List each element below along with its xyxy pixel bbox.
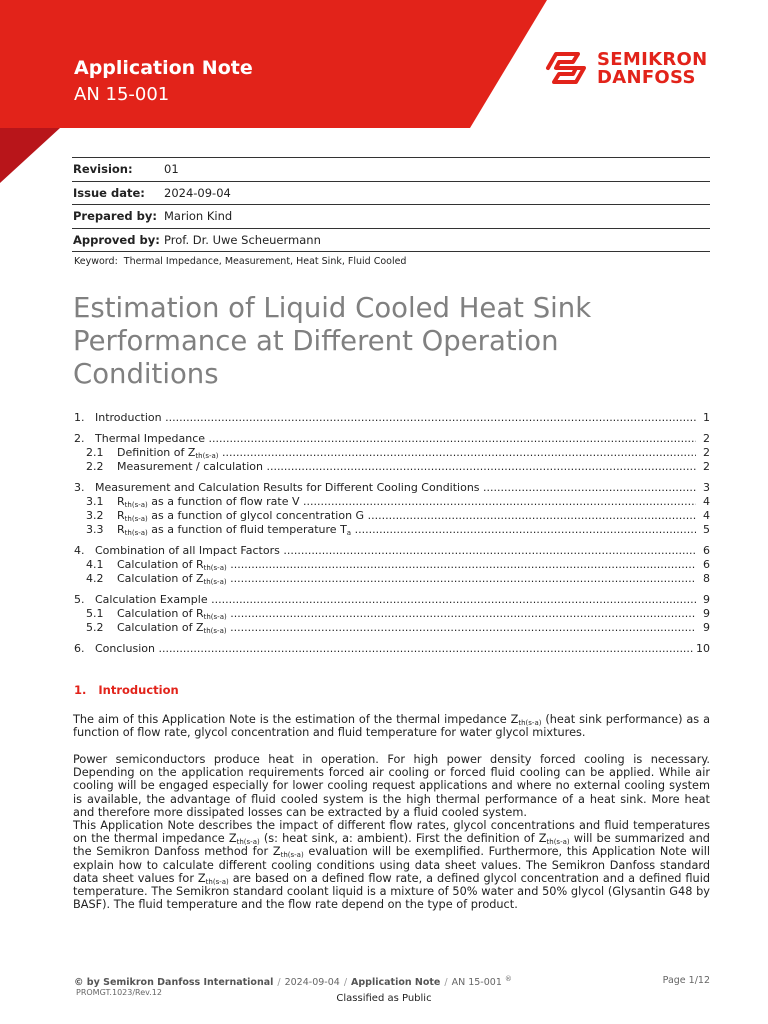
document-title: [73, 292, 693, 391]
toc-entry[interactable]: [74, 572, 710, 586]
toc-entry-number: 6.: [74, 642, 85, 655]
toc-entry[interactable]: [74, 621, 710, 635]
section-title: Introduction: [98, 683, 179, 697]
toc-entry-page: 6: [703, 544, 710, 557]
intro-paragraph-1: The aim of this Application Note is the estimation of the thermal impedance $Z_{th(s-a)}$ (heat sink performance) as a function of flow rate, glycol concentration and fluid temperature for water glycol mixtures.: [73, 713, 710, 740]
toc-entry[interactable]: [74, 642, 710, 656]
toc-entry[interactable]: [74, 446, 710, 460]
page-number: Page 1/12: [662, 975, 710, 986]
footer-date: 2024-09-04: [284, 977, 340, 989]
toc-entry-page: 9: [703, 621, 710, 634]
keyword-value: Thermal Impedance, Measurement, Heat Sink, Fluid Cooled: [123, 256, 407, 267]
form-code: PROMGT.1023/Rev.12: [76, 988, 162, 997]
toc-entry-number: 5.2: [86, 621, 104, 634]
toc-entry-title: Thermal Impedance .....: [95, 432, 696, 446]
toc-entry-page: 4: [703, 509, 710, 522]
revision-value: 01: [164, 162, 179, 176]
toc-entry[interactable]: [74, 495, 710, 509]
toc-entry[interactable]: [74, 481, 710, 495]
title-line: Estimation of Liquid Cooled Heat Sink: [73, 292, 592, 324]
doc-number: AN 15-001: [74, 84, 170, 105]
title-line: Performance at Different Operation: [73, 325, 559, 357]
toc-entry-number: 4.: [74, 544, 85, 557]
logo-text-line2: DANFOSS: [597, 67, 696, 88]
toc-entry[interactable]: [74, 607, 710, 621]
logo-text-line1: SEMIKRON: [597, 49, 708, 70]
intro-paragraphs: [73, 753, 710, 911]
prepared-by-value: Marion Kind: [164, 209, 233, 223]
intro-paragraph-3: This Application Note describes the impact of different flow rates, glycol concentrations and fluid temperatures on the thermal impedance $Z_{th(s-a)}$ (s: heat sink, a: ambient). First the definition of $Z_{th(s-a)}$ will be summarized and the Semikron Danfoss method for $Z_{th(s-a)}$ evaluation will be exemplified. Furthermore, this Application Note will explain how to calculate different cooling conditions using data sheet values. The Semikron Danfoss standard data sheet values for $Z_{th(s-a)}$ are based on a defined flow rate, a defined glycol concentration and a defined fluid temperature. The Semikron standard coolant liquid is a mixture of 50% water and 50% glycol (Glysantin G48 by BASF). The fluid temperature and the flow rate depend on the type of product.: [73, 819, 711, 912]
toc-entry-title: Calculation Example .....: [95, 593, 696, 607]
revision-row: [72, 157, 710, 181]
keyword-line: [74, 256, 406, 267]
toc-entry-title: Calculation of $Z_{th(s-a)}$ .....: [117, 621, 696, 635]
footer-company: © by Semikron Danfoss International: [74, 977, 274, 989]
company-logo: [544, 50, 714, 90]
title-line: Conditions: [73, 358, 219, 390]
toc-entry-number: 3.1: [86, 495, 104, 508]
toc-entry[interactable]: [74, 411, 710, 425]
toc-entry-title: $R_{th(s-a)}$ as a function of glycol concentration G .....: [117, 509, 696, 523]
approved-by-row: [72, 228, 710, 253]
toc-entry-page: 2: [703, 460, 710, 473]
toc-entry-title: $R_{th(s-a)}$ as a function of flow rate V .....: [117, 495, 696, 509]
toc-entry-title: $R_{th(s-a)}$ as a function of fluid temperature $T_a$ .....: [117, 523, 696, 537]
toc-entry[interactable]: [74, 593, 710, 607]
toc-entry-number: 5.: [74, 593, 85, 606]
section-heading: [74, 683, 179, 697]
toc-entry-number: 3.3: [86, 523, 104, 536]
doc-type: Application Note: [74, 57, 253, 79]
toc-entry[interactable]: [74, 544, 710, 558]
toc-entry-number: 2.1: [86, 446, 104, 459]
toc-entry[interactable]: [74, 432, 710, 446]
toc-entry-title: Measurement and Calculation Results for Different Cooling Conditions .....: [95, 481, 696, 495]
page-footer: © by Semikron Danfoss International / 2024-09-04 / Application Note / AN 15-001 ® Page 1/12: [74, 975, 710, 989]
prepared-by-row: [72, 204, 710, 228]
toc-entry-title: Combination of all Impact Factors .....: [95, 544, 696, 558]
toc-entry-number: 2.: [74, 432, 85, 445]
issue-date-value: 2024-09-04: [164, 185, 231, 200]
approved-by-label: Approved by:: [73, 232, 160, 247]
document-metadata: [72, 157, 710, 252]
footer-registered-mark: ®: [504, 975, 512, 983]
approved-by-value: Prof. Dr. Uwe Scheuermann: [164, 232, 321, 247]
toc-entry-page: 2: [703, 446, 710, 459]
toc-entry-page: 8: [703, 572, 710, 585]
toc-entry-number: 1.: [74, 411, 85, 424]
toc-entry-title: Calculation of $R_{th(s-a)}$ .....: [117, 607, 696, 621]
toc-entry-number: 2.2: [86, 460, 104, 473]
toc-entry[interactable]: [74, 509, 710, 523]
toc-entry[interactable]: [74, 558, 710, 572]
toc-entry-number: 4.1: [86, 558, 104, 571]
toc-entry-page: 3: [703, 481, 710, 494]
issue-date-row: [72, 181, 710, 205]
classification-label: Classified as Public: [336, 993, 432, 1004]
footer-doc-number: AN 15-001: [451, 977, 502, 989]
toc-entry-number: 4.2: [86, 572, 104, 585]
toc-entry-title: Definition of $Z_{th(s-a)}$ .....: [117, 446, 696, 460]
toc-entry-page: 5: [703, 523, 710, 536]
toc-entry-page: 9: [703, 593, 710, 606]
toc-entry-page: 9: [703, 607, 710, 620]
toc-entry[interactable]: [74, 523, 710, 537]
toc-entry[interactable]: [74, 460, 710, 474]
issue-date-label: Issue date:: [73, 185, 145, 200]
toc-entry-title: Calculation of $Z_{th(s-a)}$ .....: [117, 572, 696, 586]
toc-entry-page: 4: [703, 495, 710, 508]
footer-doc-type: Application Note: [351, 977, 441, 989]
toc-entry-title: Introduction .....: [95, 411, 696, 425]
toc-entry-title: Measurement / calculation .....: [117, 460, 696, 474]
section-number: 1.: [74, 683, 87, 697]
toc-entry-page: 1: [703, 411, 710, 424]
toc-entry-title: Calculation of $R_{th(s-a)}$ .....: [117, 558, 696, 572]
toc-entry-page: 10: [696, 642, 710, 655]
intro-paragraph-2: Power semiconductors produce heat in operation. For high power density forced cooling is necessary. Depending on the application requirements forced air cooling or forced fluid cooling can be applied. While air cooling will be engaged especially for lower cooling request applications and where no external cooling system is available, the advantage of fluid cooled system is the high thermal performance of a heat sink. More heat and therefore more dissipated losses can be extracted by a fluid cooled system.: [73, 753, 710, 819]
keyword-label: Keyword:: [74, 256, 118, 267]
toc-entry-page: 2: [703, 432, 710, 445]
toc-entry-number: 3.2: [86, 509, 104, 522]
revision-label: Revision:: [73, 162, 133, 176]
toc-entry-page: 6: [703, 558, 710, 571]
toc-entry-number: 3.: [74, 481, 85, 494]
toc-entry-title: Conclusion .....: [95, 642, 696, 656]
logo-mark-icon: [544, 50, 588, 86]
toc-entry-number: 5.1: [86, 607, 104, 620]
prepared-by-label: Prepared by:: [73, 209, 157, 223]
